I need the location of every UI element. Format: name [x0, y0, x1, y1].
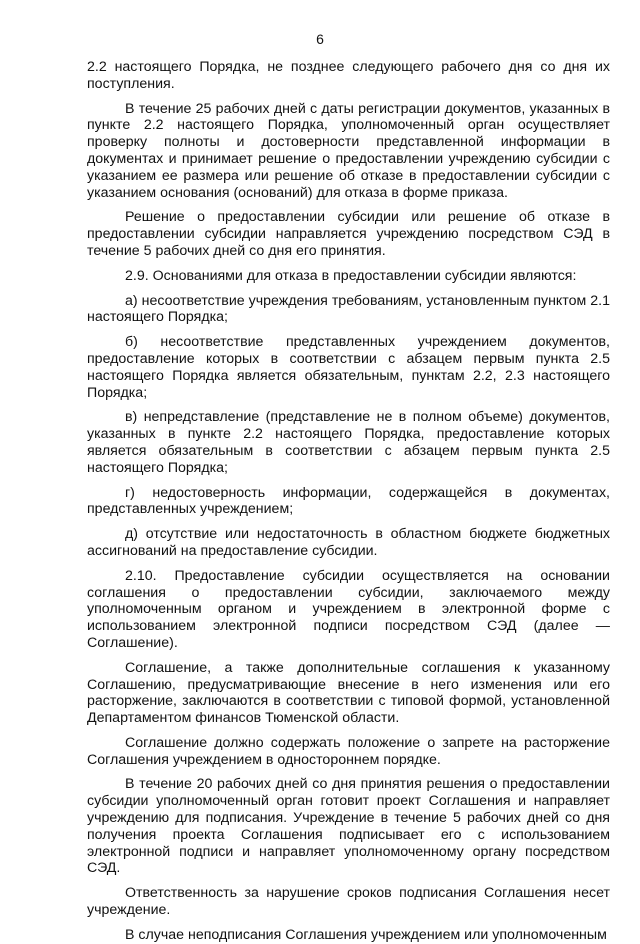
document-body — [87, 59, 610, 944]
paragraph-truncated: В случае неподписания Соглашения учреждением или уполномоченным — [125, 926, 607, 943]
paragraph: Соглашение, а также дополнительные соглашения к указанному Соглашению, предусматривающие внесение в него изменения или его расторжение, заключаются в соответствии с типовой формой, установленной Департаментом финансов Тюменской области. — [87, 659, 610, 727]
list-item-b: б) несоответствие представленных учреждением документов, предоставление которых в соответствии с абзацем первым пункта 2.5 настоящего Порядка является обязательным, пунктам 2.2, 2.3 настоящего Порядка; — [87, 334, 610, 401]
page-number: 6 — [316, 31, 324, 47]
list-item-a: а) несоответствие учреждения требованиям, установленным пунктом 2.1 настоящего Порядка; — [87, 292, 610, 326]
paragraph: В течение 20 рабочих дней со дня принятия решения о предоставлении субсидии уполномоченный орган готовит проект Соглашения и направляет учреждению для подписания. Учреждение в течение 5 рабочих дней со дня получения проекта Соглашения подписывает его с использованием электронной подписи и направляет уполномоченному органу посредством СЭД. — [87, 776, 610, 877]
paragraph-continuation: 2.2 настоящего Порядка, не позднее следующего рабочего дня со дня их поступления. — [87, 59, 610, 92]
paragraph-clause-2-9: 2.9. Основаниями для отказа в предоставлении субсидии являются: — [125, 267, 577, 284]
paragraph: В течение 25 рабочих дней с даты регистрации документов, указанных в пункте 2.2 настоящего Порядка, уполномоченный орган осуществляет проверку полноты и достоверности представленной информации в документах и принимает решение о предоставлении учреждению субсидии с указанием ее размера или решение об отказе в предоставлении субсидии с указанием основания (оснований) для отказа в форме приказа. — [87, 100, 610, 201]
list-item-v: в) непредставление (представление не в полном объеме) документов, указанных в пункте 2.2 настоящего Порядка, предоставление которых является обязательным в соответствии с абзацем первым пункта 2.5 настоящего Порядка; — [87, 409, 610, 476]
paragraph: Решение о предоставлении субсидии или решение об отказе в предоставлении субсидии направляется учреждению посредством СЭД в течение 5 рабочих дней со дня его принятия. — [87, 209, 610, 259]
paragraph: Соглашение должно содержать положение о запрете на расторжение Соглашения учреждением в одностороннем порядке. — [87, 734, 610, 768]
paragraph: Ответственность за нарушение сроков подписания Соглашения несет учреждение. — [87, 885, 610, 919]
paragraph-clause-2-10: 2.10. Предоставление субсидии осуществляется на основании соглашения о предоставлении субсидии, заключаемого между уполномоченным органом и учреждением в электронной форме с использованием электронной подписи посредством СЭД (далее — Соглашение). — [87, 567, 610, 651]
list-item-g: г) недостоверность информации, содержащейся в документах, представленных учреждением; — [87, 484, 610, 518]
list-item-d: д) отсутствие или недостаточность в областном бюджете бюджетных ассигнований на предоставление субсидии. — [87, 526, 610, 559]
